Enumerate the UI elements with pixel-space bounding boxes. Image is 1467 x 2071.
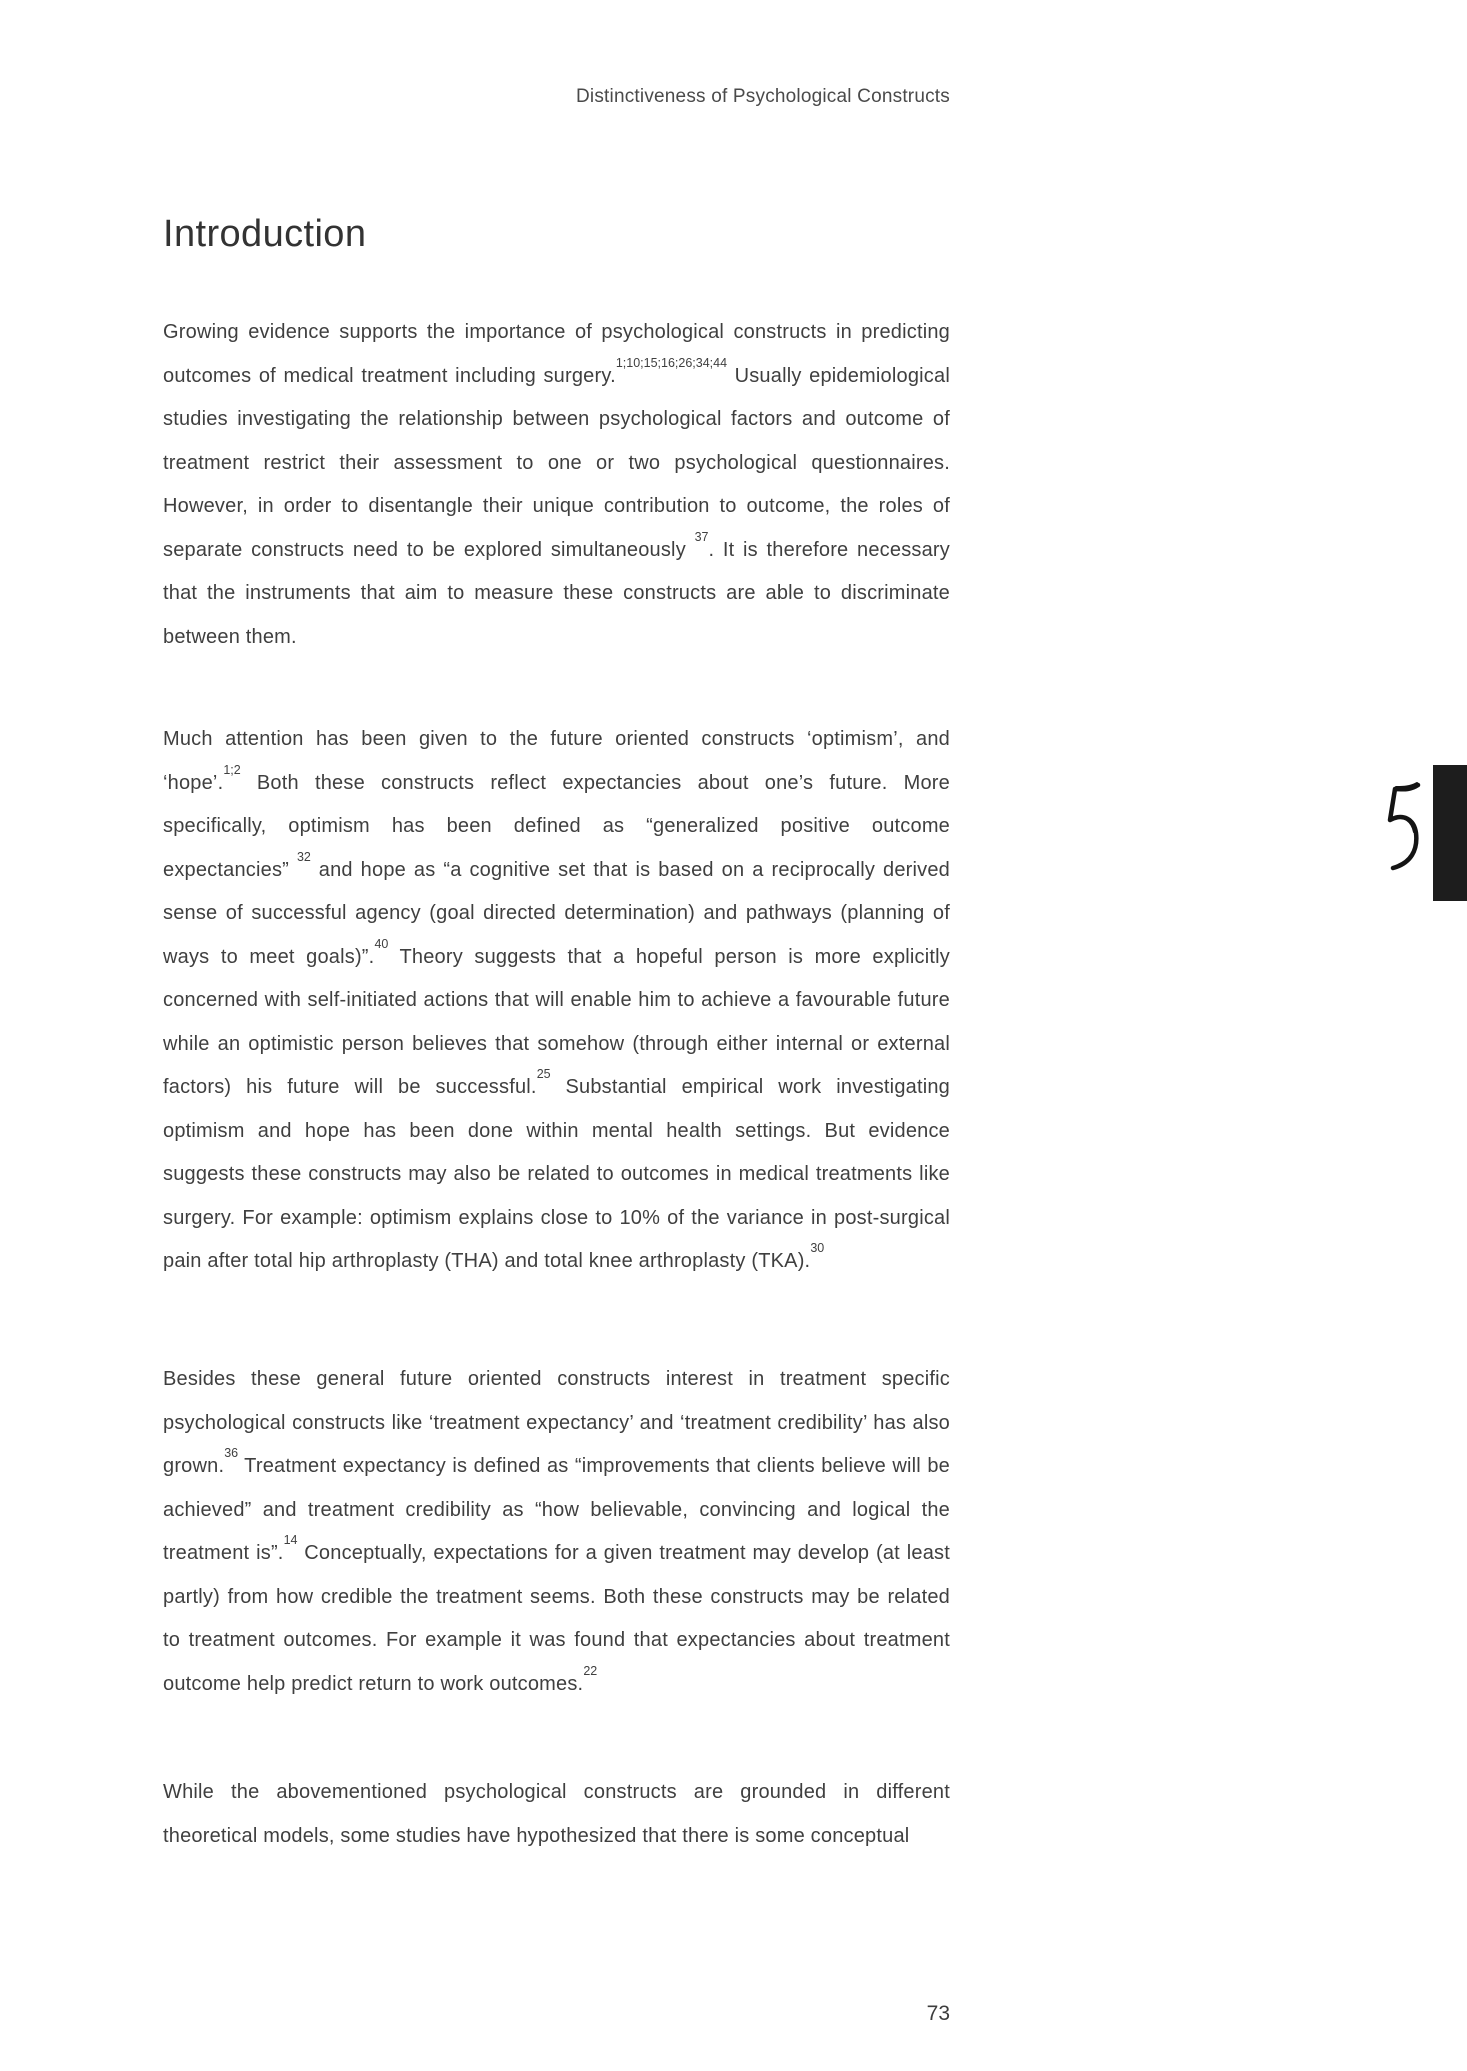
running-header: Distinctiveness of Psychological Constructs <box>576 86 950 107</box>
page-number: 73 <box>926 2002 950 2025</box>
paragraph: Growing evidence supports the importance of psychological constructs in predicting outcomes of medical treatment including surgery.$^{1;10;15;16;26;34;44}$ Usually epidemiological studies investigating the relationship between psychological factors and outcome of treatment restrict their assessment to one or two psychological questionnaires. However, in order to disentangle their unique contribution to outcome, the roles of separate constructs need to be explored simultaneously $^{37}$. It is therefore necessary that the instruments that aim to measure these constructs are able to discriminate between them. <box>163 321 950 648</box>
paragraph: Besides these general future oriented constructs interest in treatment specific psychological constructs like ‘treatment expectancy’ and ‘treatment credibility’ has also grown.$^{36}$ Treatment expectancy is defined as “improvements that clients believe will be achieved” and treatment credibility as “how believable, convincing and logical the treatment is”.$^{14}$ Conceptually, expectations for a given treatment may develop (at least partly) from how credible the treatment seems. Both these constructs may be related to treatment outcomes. For example it was found that expectancies about treatment outcome help predict return to work outcomes.$^{22}$ <box>163 1368 950 1695</box>
paragraph: Much attention has been given to the future oriented constructs ‘optimism’, and ‘hope’.$^{1;2}$ Both these constructs reflect expectancies about one’s future. More specifically, optimism has been defined as “generalized positive outcome expectancies” $^{32}$ and hope as “a cognitive set that is based on a reciprocally derived sense of successful agency (goal directed determination) and pathways (planning of ways to meet goals)”.$^{40}$ Theory suggests that a hopeful person is more explicitly concerned with self-initiated actions that will enable him to achieve a favourable future while an optimistic person believes that somehow (through either internal or external factors) his future will be successful.$^{25}$ Substantial empirical work investigating optimism and hope has been done within mental health settings. But evidence suggests these constructs may also be related to outcomes in medical treatments like surgery. For example: optimism explains close to 10% of the variance in post-surgical pain after total hip arthroplasty (THA) and total knee arthroplasty (TKA).$^{30}$ <box>163 728 951 1272</box>
citation-superscript: 32 <box>296 849 311 864</box>
citation-superscript: 22 <box>583 1663 598 1678</box>
citation-superscript: 25 <box>536 1067 551 1082</box>
chapter-number-handwritten <box>1381 778 1425 880</box>
citation-superscript: 36 <box>224 1446 239 1461</box>
citation-superscript: 40 <box>374 936 389 951</box>
chapter-number-value <box>0 0 1 1</box>
citation-superscript: 1;10;15;16;26;34;44 <box>615 355 728 370</box>
citation-superscript: 1;2 <box>223 762 241 777</box>
chapter-tab <box>1433 765 1467 901</box>
paragraph: While the abovementioned psychological constructs are grounded in different theoretical models, some studies have hypothesized that there is some conceptual <box>163 1781 950 1847</box>
citation-superscript: 30 <box>810 1241 825 1256</box>
section-heading: Introduction <box>163 213 367 255</box>
citation-superscript: 14 <box>283 1533 298 1548</box>
citation-superscript: 37 <box>694 529 709 544</box>
text-column <box>163 0 950 2071</box>
